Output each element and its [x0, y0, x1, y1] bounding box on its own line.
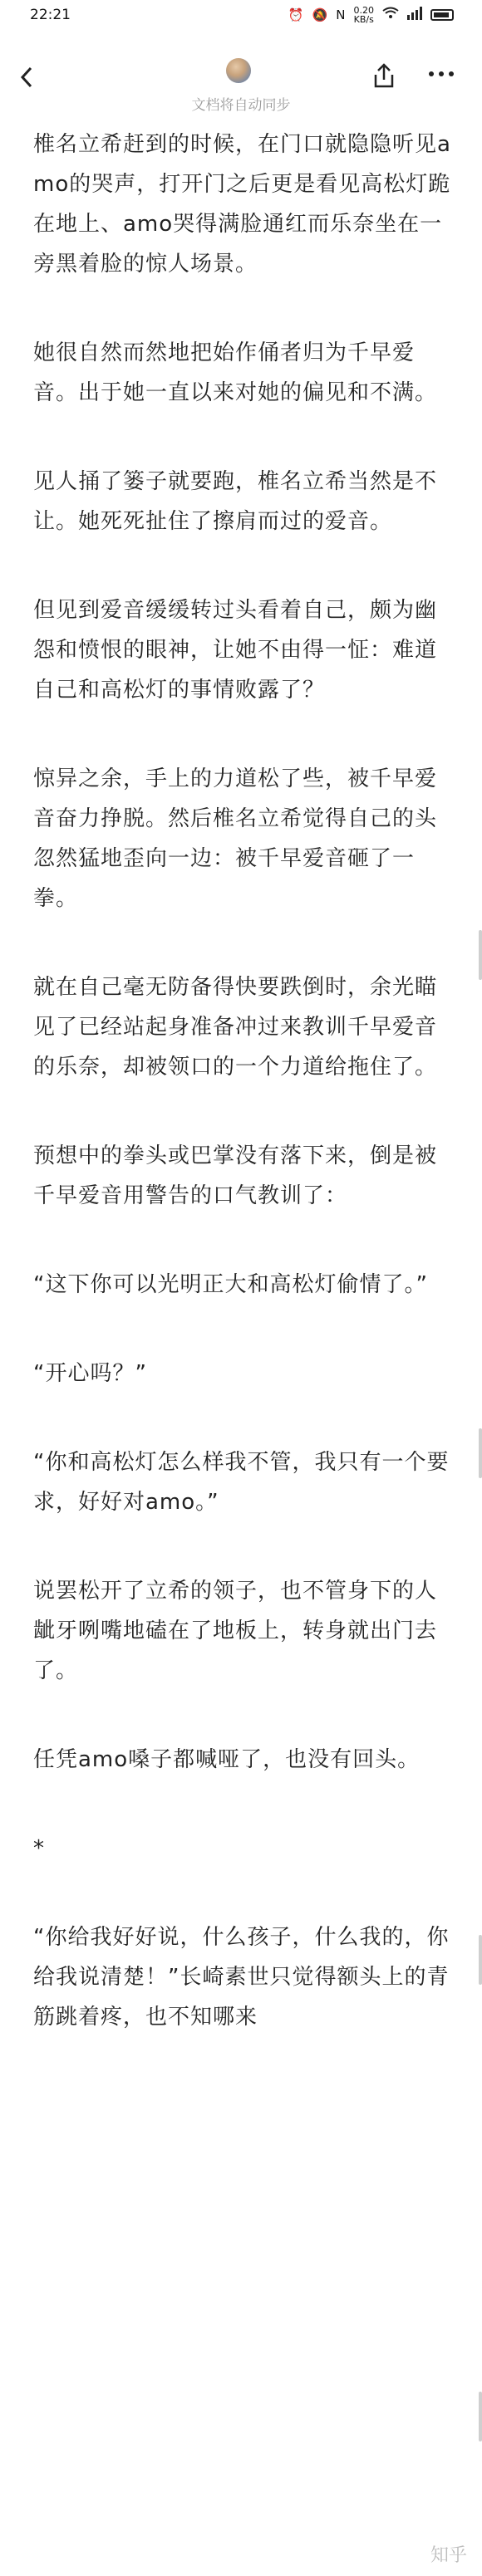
- paragraph: 椎名立希赶到的时候，在门口就隐隐听见amo的哭声，打开门之后更是看见高松灯跪在地上、amo哭得满脸通红而乐奈坐在一旁黑着脸的惊人场景。: [33, 132, 451, 277]
- scrollbar-marker[interactable]: [479, 930, 482, 980]
- chevron-left-icon: [18, 65, 35, 90]
- sync-status: 文档将自动同步: [191, 97, 291, 114]
- share-icon: [372, 63, 396, 88]
- more-button[interactable]: [427, 63, 455, 86]
- section-divider: *: [33, 1836, 45, 1861]
- wifi-icon: [382, 7, 399, 23]
- paragraph: 她很自然而然地把始作俑者归为千早爱音。出于她一直以来对她的偏见和不满。: [33, 340, 438, 405]
- paragraph: 惊异之余，手上的力道松了些，被千早爱音奋力挣脱。然后椎名立希觉得自己的头忽然猛地歪向一边：被千早爱音砸了一拳。: [33, 766, 438, 911]
- paragraph: 说罢松开了立希的领子，也不管身下的人龇牙咧嘴地磕在了地板上，转身就出门去了。: [33, 1579, 438, 1683]
- nav-bar: [0, 30, 482, 113]
- paragraph: “你和高松灯怎么样我不管，我只有一个要求，好好对amo。”: [33, 1450, 450, 1515]
- scrollbar-marker[interactable]: [479, 2392, 482, 2441]
- scrollbar-marker[interactable]: [479, 1428, 482, 1478]
- nfc-icon: N: [336, 7, 346, 22]
- paragraph: “你给我好好说，什么孩子，什么我的，你给我说清楚！”长崎素世只觉得额头上的青筋跳着疼，也不知哪来: [33, 1925, 450, 2030]
- battery-icon: [430, 9, 454, 21]
- avatar[interactable]: [226, 58, 251, 83]
- paragraph: 预想中的拳头或巴掌没有落下来，倒是被千早爱音用警告的口气教训了：: [33, 1144, 438, 1208]
- article-body: [33, 125, 457, 2086]
- more-dots-icon: [427, 70, 455, 78]
- net-speed: 0.20 KB/s: [353, 5, 374, 25]
- paragraph: 任凭amo嗓子都喊哑了，也没有回头。: [33, 1747, 421, 1772]
- share-button[interactable]: [372, 63, 396, 88]
- paragraph: 但见到爱音缓缓转过头看着自己，颇为幽怨和愤恨的眼神，让她不由得一怔：难道自己和高松灯的事情败露了？: [33, 598, 438, 703]
- status-bar: [0, 0, 482, 30]
- paragraph: 见人捅了篓子就要跑，椎名立希当然是不让。她死死扯住了擦肩而过的爱音。: [33, 469, 438, 534]
- paragraph: “开心吗？”: [33, 1361, 147, 1386]
- paragraph: “这下你可以光明正大和高松灯偷情了。”: [33, 1272, 428, 1297]
- status-icons: [288, 6, 454, 24]
- watermark: 知乎: [430, 2545, 467, 2566]
- paragraph: 就在自己毫无防备得快要跌倒时，余光瞄见了已经站起身准备冲过来教训千早爱音的乐奈，却被领口的一个力道给拖住了。: [33, 975, 438, 1080]
- scrollbar-marker[interactable]: [479, 1935, 482, 1985]
- back-button[interactable]: [18, 65, 43, 90]
- alarm-icon: ⏰: [288, 7, 304, 22]
- mute-icon: 🔕: [312, 7, 328, 22]
- signal-icon: [407, 7, 422, 23]
- status-time: 22:21: [30, 7, 71, 23]
